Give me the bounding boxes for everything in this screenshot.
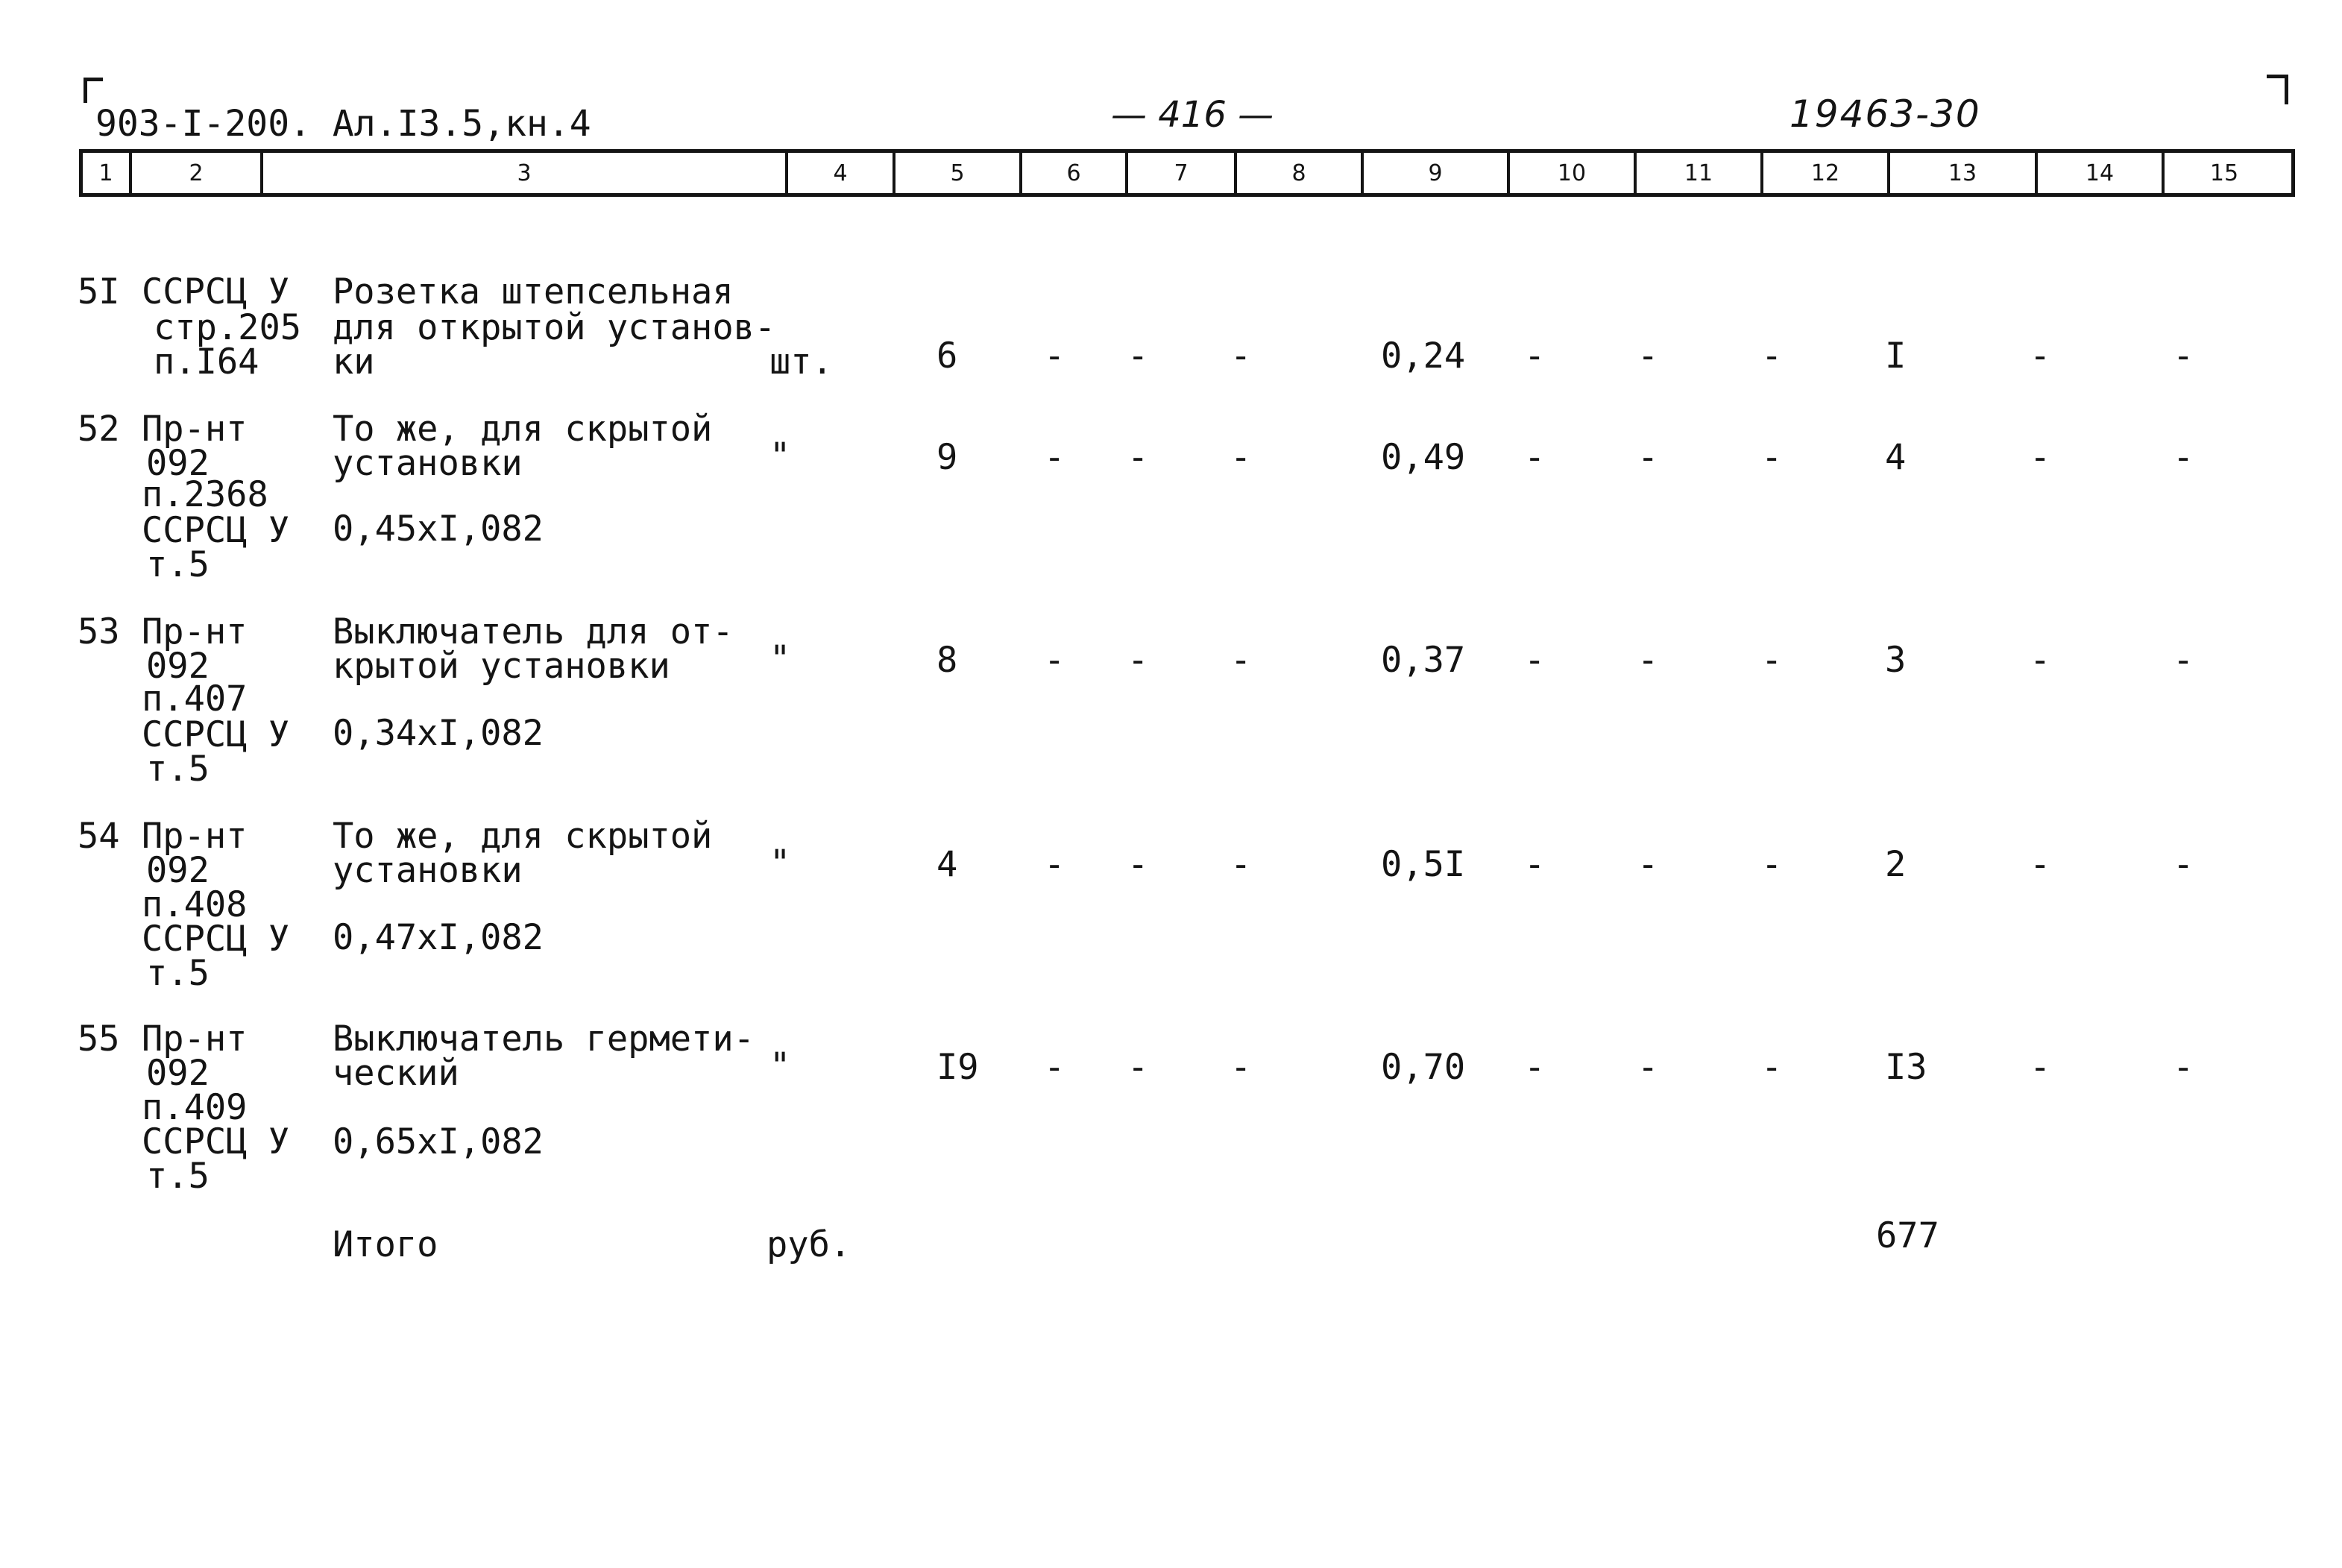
basis-line: Пр-нт	[142, 409, 248, 450]
column-number: 9	[1364, 153, 1510, 193]
col11-value: -	[1637, 844, 1659, 885]
basis-line: ССРСЦ У	[142, 714, 290, 755]
unit: "	[769, 843, 791, 884]
total-value: I	[1885, 336, 1907, 377]
basis-line: стр.205	[154, 307, 302, 348]
unit-price: 0,5I	[1381, 844, 1466, 885]
col6-value: -	[1044, 1047, 1065, 1088]
row-number: 54	[78, 816, 120, 857]
name-line: установки	[333, 443, 523, 484]
quantity: 8	[937, 640, 958, 681]
basis-line: ССРСЦ У	[142, 271, 290, 312]
basis-line: п.I64	[154, 341, 259, 382]
col14-value: -	[2030, 844, 2051, 885]
column-number: 10	[1510, 153, 1637, 193]
basis-line: Пр-нт	[142, 816, 248, 857]
col15-value: -	[2173, 336, 2194, 377]
name-line: Розетка штепсельная	[333, 271, 734, 312]
column-number: 13	[1890, 153, 2038, 193]
unit: "	[769, 638, 791, 679]
summary-label: Итого	[333, 1224, 438, 1265]
col7-value: -	[1127, 844, 1149, 885]
total-value: I3	[1885, 1047, 1927, 1088]
col8-value: -	[1230, 437, 1252, 478]
col11-value: -	[1637, 437, 1659, 478]
col12-value: -	[1761, 640, 1783, 681]
basis-line: п.2368	[142, 474, 268, 515]
name-line: крытой установки	[333, 646, 670, 687]
col14-value: -	[2030, 437, 2051, 478]
basis-line: ССРСЦ У	[142, 510, 290, 551]
row-number: 53	[78, 611, 120, 652]
col6-value: -	[1044, 336, 1065, 377]
corner-mark-left	[84, 78, 87, 103]
col11-value: -	[1637, 640, 1659, 681]
basis-line: т.5	[146, 749, 210, 790]
col8-value: -	[1230, 1047, 1252, 1088]
corner-mark-right-top	[2267, 75, 2288, 78]
name-line: Выключатель гермети-	[333, 1018, 755, 1059]
quantity: 4	[937, 844, 958, 885]
name-line: То же, для скрытой	[333, 409, 713, 450]
basis-line: 092	[146, 850, 210, 891]
col12-value: -	[1761, 844, 1783, 885]
column-number: 2	[132, 153, 263, 193]
column-number-bar	[79, 149, 2295, 197]
column-number: 7	[1128, 153, 1237, 193]
unit: "	[769, 1045, 791, 1086]
basis-line: 092	[146, 1053, 210, 1094]
document-code: 903-I-200. Ал.I3.5,кн.4	[95, 103, 591, 145]
summary-total: 677	[1876, 1215, 1939, 1256]
unit-price: 0,24	[1381, 336, 1466, 377]
col14-value: -	[2030, 640, 2051, 681]
quantity: I9	[937, 1047, 979, 1088]
total-value: 3	[1885, 640, 1907, 681]
row-number: 52	[78, 409, 120, 450]
col14-value: -	[2030, 336, 2051, 377]
summary-unit: руб.	[766, 1224, 852, 1265]
column-number: 3	[263, 153, 788, 193]
corner-mark-right	[2285, 75, 2288, 104]
total-value: 2	[1885, 844, 1907, 885]
basis-line: 092	[146, 646, 210, 687]
col10-value: -	[1524, 844, 1546, 885]
col7-value: -	[1127, 1047, 1149, 1088]
unit-price: 0,49	[1381, 437, 1466, 478]
column-number: 4	[788, 153, 895, 193]
formula: 0,45xI,082	[333, 509, 544, 550]
corner-mark-left-top	[84, 78, 103, 81]
column-number: 11	[1637, 153, 1763, 193]
col6-value: -	[1044, 437, 1065, 478]
formula: 0,65xI,082	[333, 1121, 544, 1162]
basis-line: п.407	[142, 678, 248, 720]
unit: шт.	[769, 341, 833, 382]
col12-value: -	[1761, 336, 1783, 377]
total-value: 4	[1885, 437, 1907, 478]
quantity: 6	[937, 336, 958, 377]
basis-line: т.5	[146, 953, 210, 994]
col12-value: -	[1761, 1047, 1783, 1088]
name-line: То же, для скрытой	[333, 816, 713, 857]
column-number: 12	[1763, 153, 1890, 193]
column-number: 6	[1022, 153, 1128, 193]
col10-value: -	[1524, 1047, 1546, 1088]
basis-line: ССРСЦ У	[142, 919, 290, 960]
col14-value: -	[2030, 1047, 2051, 1088]
registration-number: 19463-30	[1789, 92, 1981, 136]
row-number: 55	[78, 1018, 120, 1059]
basis-line: п.408	[142, 884, 248, 925]
column-number: 8	[1237, 153, 1364, 193]
basis-line: т.5	[146, 544, 210, 585]
formula: 0,47xI,082	[333, 917, 544, 958]
col7-value: -	[1127, 640, 1149, 681]
col8-value: -	[1230, 336, 1252, 377]
basis-line: ССРСЦ У	[142, 1121, 290, 1162]
page-number: — 416 —	[1111, 94, 1274, 136]
column-number: 5	[895, 153, 1022, 193]
unit-price: 0,37	[1381, 640, 1466, 681]
col7-value: -	[1127, 437, 1149, 478]
col8-value: -	[1230, 844, 1252, 885]
basis-line: Пр-нт	[142, 611, 248, 652]
col15-value: -	[2173, 437, 2194, 478]
column-number: 15	[2209, 160, 2239, 186]
row-number: 5I	[78, 271, 120, 312]
col11-value: -	[1637, 336, 1659, 377]
col10-value: -	[1524, 336, 1546, 377]
basis-line: т.5	[146, 1156, 210, 1197]
name-line: ческий	[333, 1053, 459, 1094]
column-number: 1	[83, 153, 132, 193]
basis-line: 092	[146, 443, 210, 484]
col10-value: -	[1524, 437, 1546, 478]
col6-value: -	[1044, 844, 1065, 885]
basis-line: Пр-нт	[142, 1018, 248, 1059]
col8-value: -	[1230, 640, 1252, 681]
name-line: установки	[333, 850, 523, 891]
basis-line: п.409	[142, 1087, 248, 1128]
col11-value: -	[1637, 1047, 1659, 1088]
name-line: ки	[333, 341, 375, 382]
name-line: Выключатель для от-	[333, 611, 734, 652]
col6-value: -	[1044, 640, 1065, 681]
formula: 0,34xI,082	[333, 713, 544, 754]
name-line: для открытой установ-	[333, 307, 776, 348]
column-number: 14	[2038, 153, 2165, 193]
col12-value: -	[1761, 437, 1783, 478]
col15-value: -	[2173, 844, 2194, 885]
unit: "	[769, 435, 791, 476]
col15-value: -	[2173, 640, 2194, 681]
col7-value: -	[1127, 336, 1149, 377]
col15-value: -	[2173, 1047, 2194, 1088]
quantity: 9	[937, 437, 958, 478]
unit-price: 0,70	[1381, 1047, 1466, 1088]
col10-value: -	[1524, 640, 1546, 681]
